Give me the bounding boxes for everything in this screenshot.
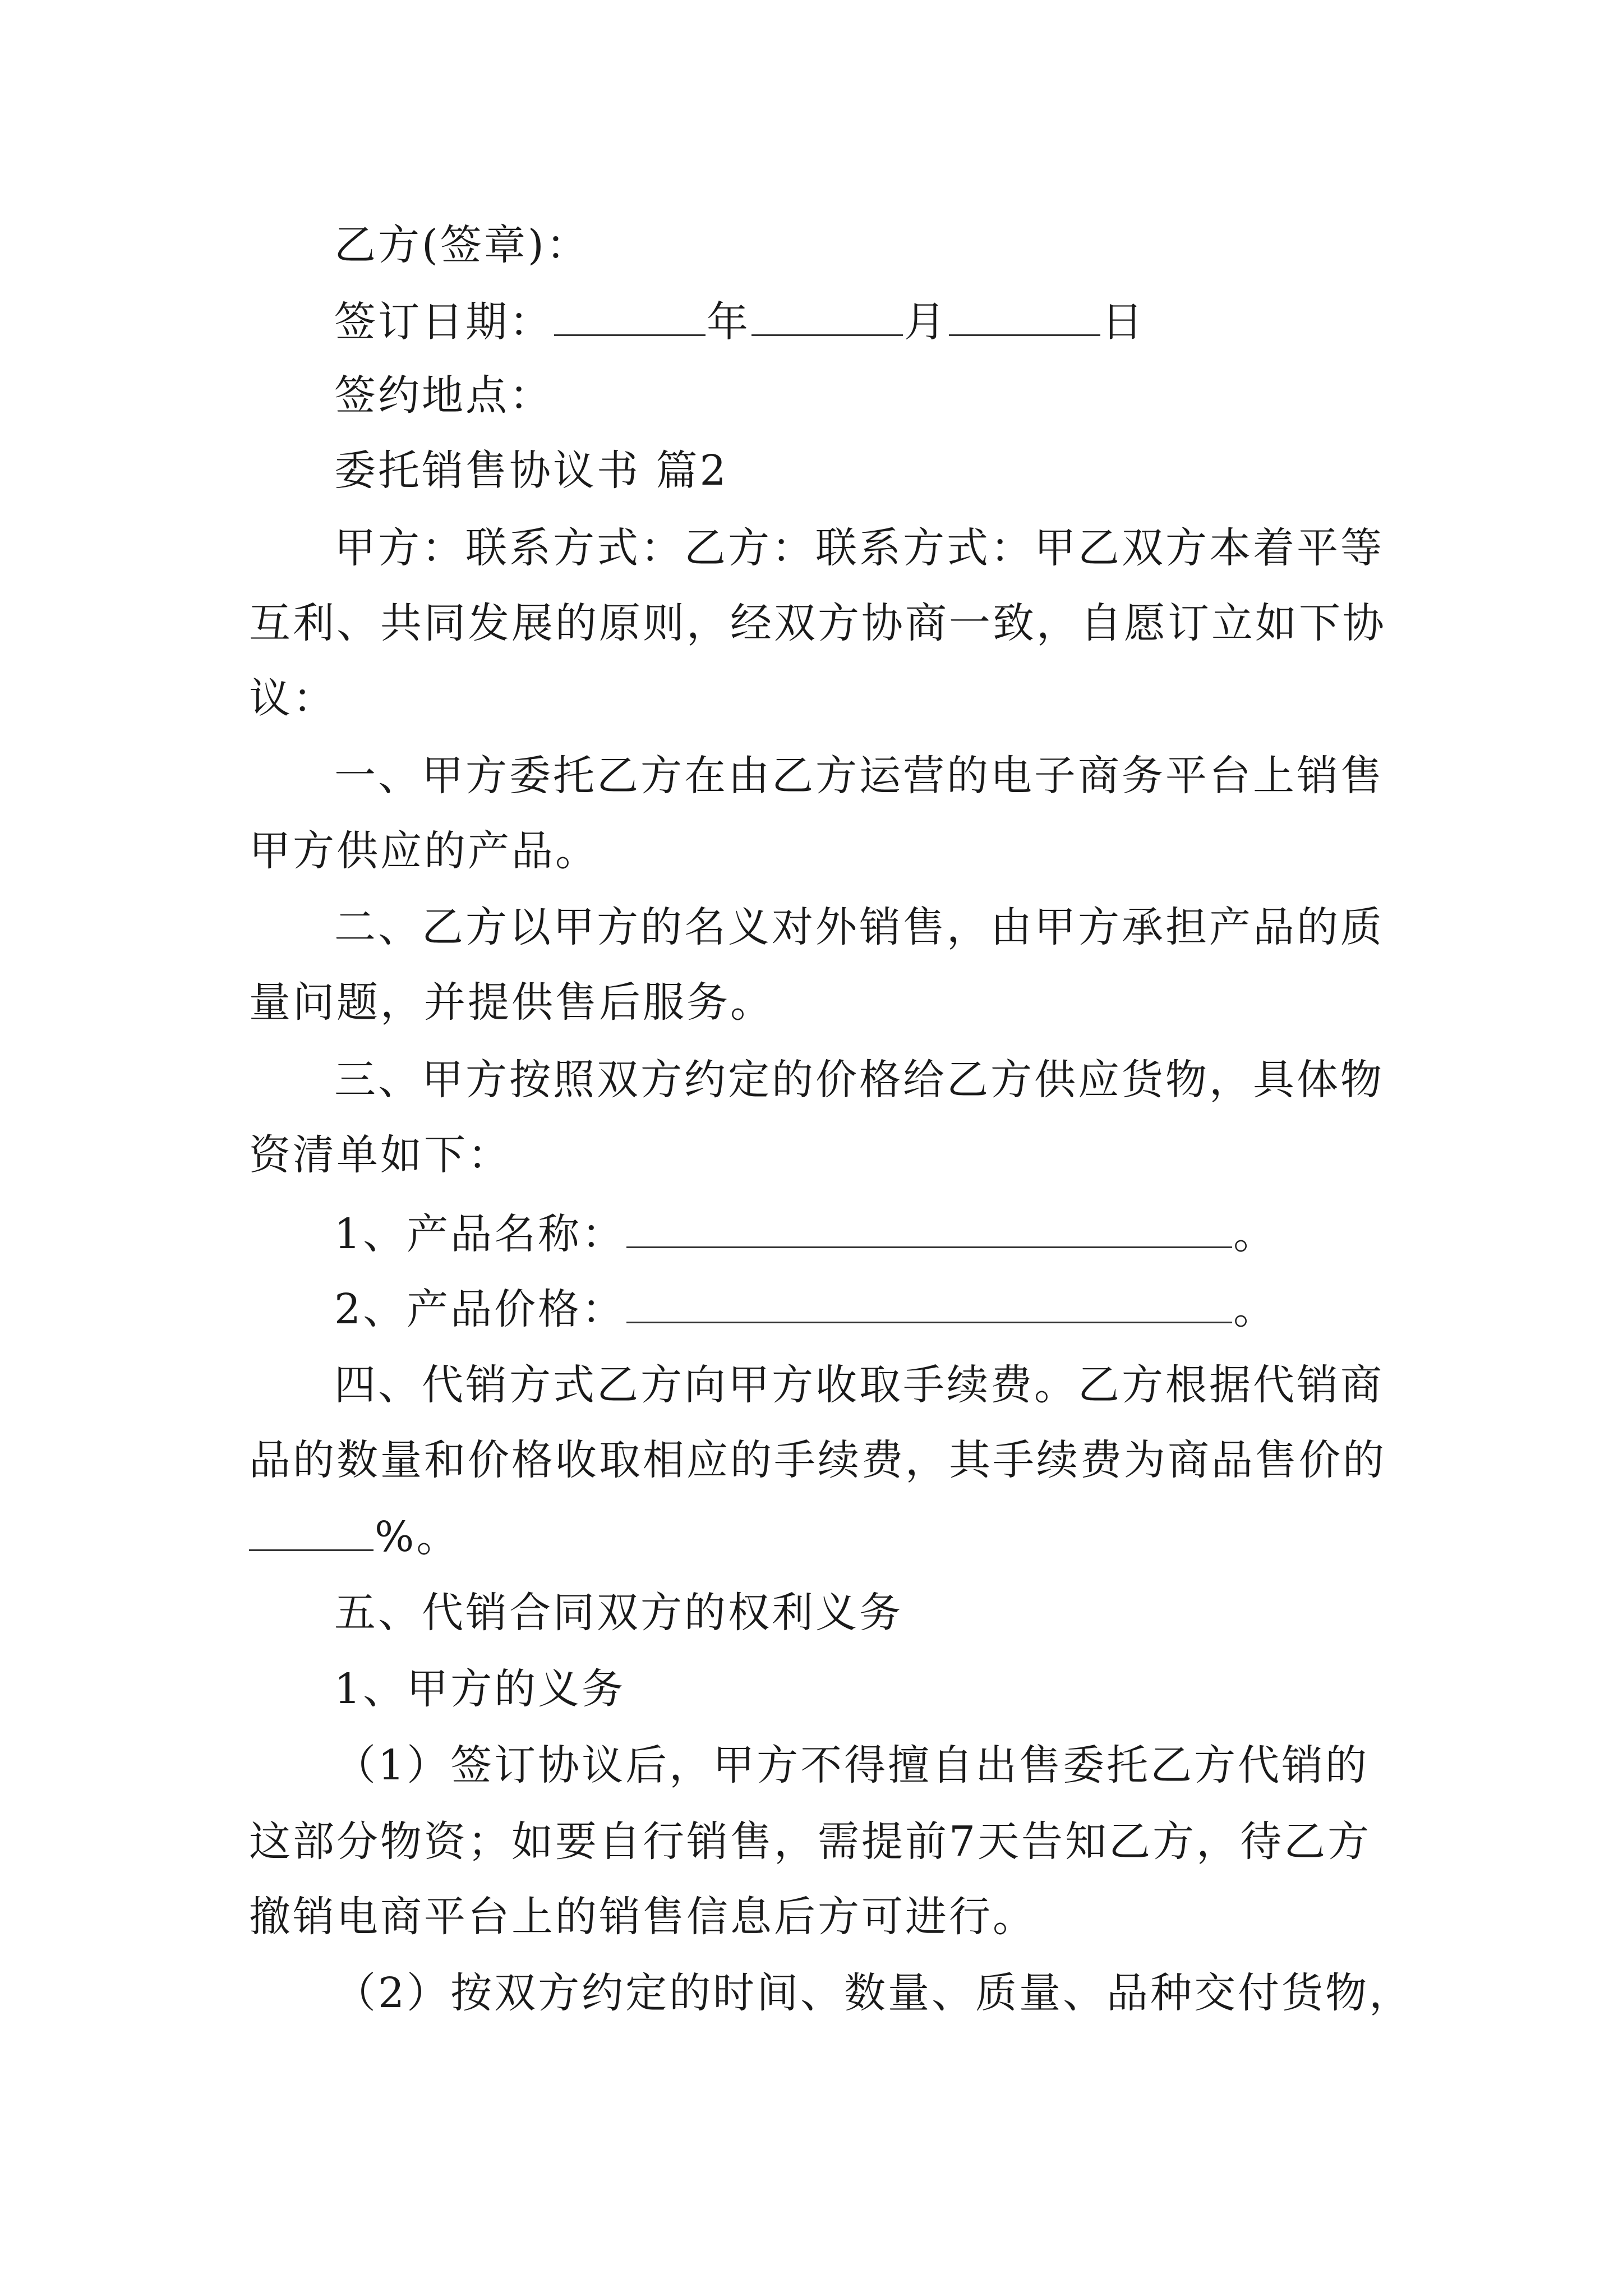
body-text: 议： [249, 674, 336, 723]
product-price-end: 。 [1233, 1285, 1278, 1333]
body-text: 1、甲方的义务 [334, 1665, 626, 1713]
sign-place-line [334, 371, 553, 420]
body-line [334, 1361, 1384, 1409]
body-text: 撤销电商平台上的销售信息后方可进行。 [249, 1893, 1036, 1941]
percent-line [249, 1513, 460, 1561]
product-name-label: 1、产品名称： [334, 1210, 626, 1258]
section-heading [334, 447, 728, 495]
body-line [249, 1818, 1372, 1866]
body-text: 这部分物资；如要自行销售，需提前7天告知乙方，待乙方 [249, 1818, 1372, 1866]
product-price-blank [626, 1287, 1232, 1323]
section-heading-text: 委托销售协议书 篇2 [334, 447, 728, 495]
body-text: 二、乙方以甲方的名义对外销售，由甲方承担产品的质 [334, 903, 1384, 951]
body-text: 资清单如下： [249, 1131, 511, 1179]
body-line [249, 599, 1386, 647]
body-text: 五、代销合同双方的权利义务 [334, 1589, 903, 1637]
product-name-blank [626, 1212, 1232, 1248]
body-line [249, 1436, 1386, 1484]
body-line [334, 1589, 903, 1637]
body-text: 甲方：联系方式：乙方：联系方式：甲乙双方本着平等 [334, 524, 1384, 572]
month-blank [751, 300, 903, 336]
body-text: 品的数量和价格收取相应的手续费，其手续费为商品售价的 [249, 1436, 1386, 1484]
body-line [249, 978, 774, 1027]
body-line [334, 752, 1384, 800]
product-name-end: 。 [1233, 1210, 1278, 1258]
month-label: 月 [904, 298, 948, 346]
year-label: 年 [707, 298, 750, 346]
sign-date-label: 签订日期： [334, 298, 553, 346]
party-b-signature-line [334, 221, 590, 269]
body-text: （1）签订协议后，甲方不得擅自出售委托乙方代销的 [334, 1741, 1370, 1789]
product-price-label: 2、产品价格： [334, 1285, 626, 1333]
body-line [334, 903, 1384, 951]
body-text: 互利、共同发展的原则，经双方协商一致，自愿订立如下协 [249, 599, 1386, 647]
body-line [334, 1741, 1370, 1789]
body-text: 一、甲方委托乙方在由乙方运营的电子商务平台上销售 [334, 752, 1384, 800]
body-line [334, 1056, 1384, 1104]
product-name-line [334, 1210, 1278, 1258]
body-text: 三、甲方按照双方约定的价格给乙方供应货物，具体物 [334, 1056, 1384, 1104]
percent-suffix: %。 [375, 1513, 460, 1561]
body-line [249, 1893, 1036, 1941]
sign-place-label: 签约地点： [334, 371, 553, 420]
body-text: 四、代销方式乙方向甲方收取手续费。乙方根据代销商 [334, 1361, 1384, 1409]
body-line [334, 524, 1384, 572]
body-text: 甲方供应的产品。 [249, 827, 599, 875]
year-blank [554, 300, 706, 336]
day-label: 日 [1101, 298, 1145, 346]
percent-blank [249, 1515, 374, 1551]
body-text: 量问题，并提供售后服务。 [249, 978, 774, 1027]
body-text: （2）按双方约定的时间、数量、质量、品种交付货物， [334, 1969, 1413, 2017]
body-line [334, 1665, 626, 1713]
body-line [249, 1131, 511, 1179]
body-line [249, 674, 336, 723]
sign-date-line [334, 298, 1145, 346]
day-blank [949, 300, 1100, 336]
party-b-signature-label: 乙方(签章)： [334, 221, 590, 269]
body-line [334, 1969, 1413, 2017]
product-price-line [334, 1285, 1278, 1333]
body-line [249, 827, 599, 875]
